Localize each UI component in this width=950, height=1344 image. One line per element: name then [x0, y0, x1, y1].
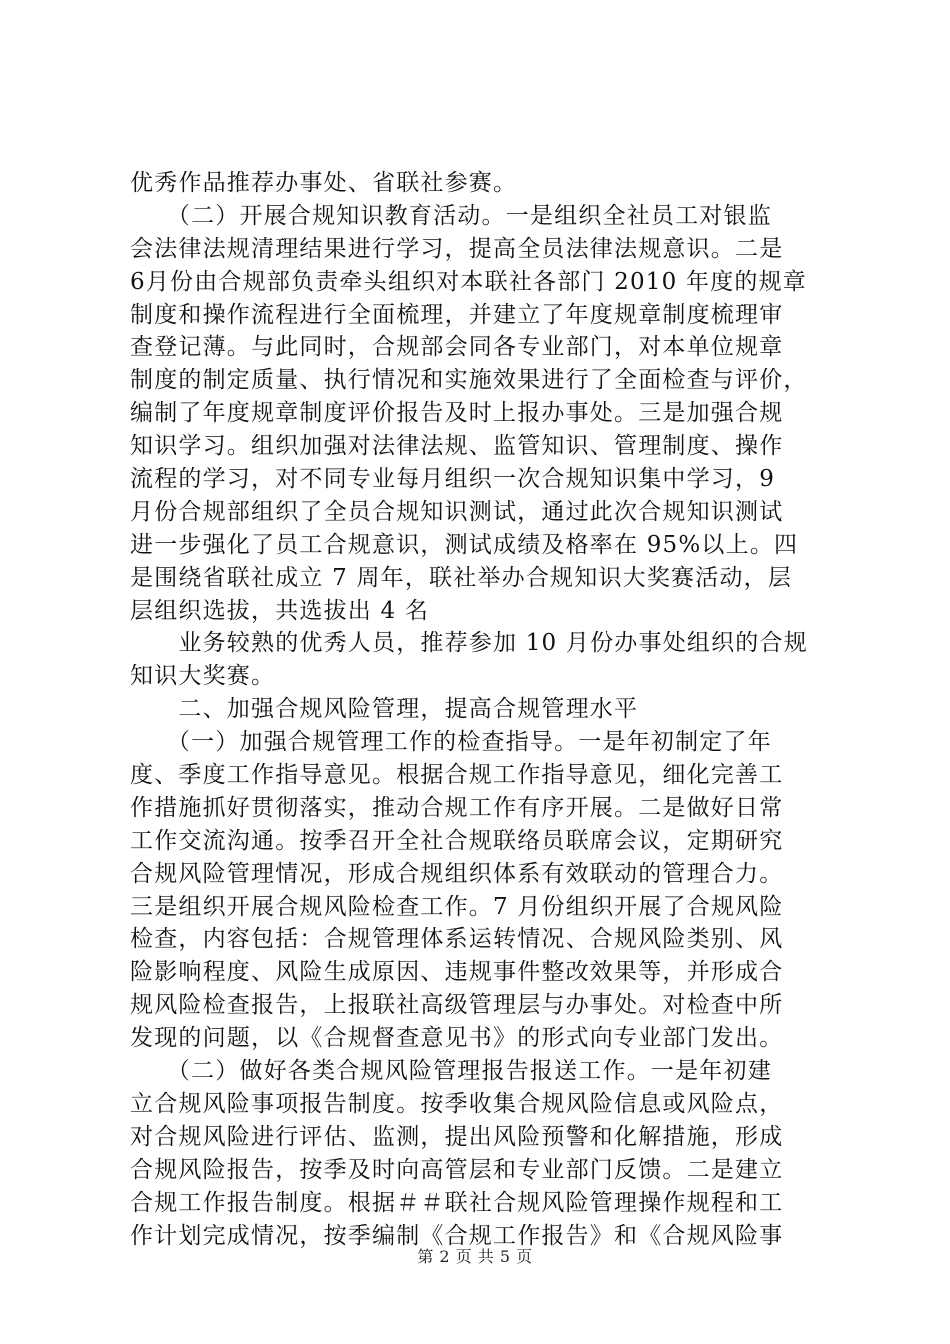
- text-line: 度、季度工作指导意见。根据合规工作指导意见，细化完善工: [130, 762, 784, 789]
- text-line: 制度和操作流程进行全面梳理，并建立了年度规章制度梳理审: [130, 301, 784, 328]
- text-line: （一）加强合规管理工作的检查指导。一是年初制定了年: [130, 729, 772, 756]
- text-line: 险影响程度、风险生成原因、违规事件整改效果等，并形成合: [130, 959, 784, 986]
- text-line: 合规风险报告，按季及时向高管层和专业部门反馈。二是建立: [130, 1156, 784, 1183]
- text-line: 对合规风险进行评估、监测，提出风险预警和化解措施，形成: [130, 1123, 784, 1150]
- text-line: 检查，内容包括：合规管理体系运转情况、合规风险类别、风: [130, 926, 784, 953]
- document-body: [130, 167, 840, 1252]
- text-line: 作措施抓好贯彻落实，推动合规工作有序开展。二是做好日常: [130, 794, 784, 821]
- page-footer: 第 2 页 共 5 页: [417, 1247, 533, 1266]
- text-line: 查登记薄。与此同时，合规部会同各专业部门，对本单位规章: [130, 334, 784, 361]
- text-line: 立合规风险事项报告制度。按季收集合规风险信息或风险点，: [130, 1090, 784, 1117]
- text-line: 月份合规部组织了全员合规知识测试，通过此次合规知识测试: [130, 498, 784, 525]
- text-line: 优秀作品推荐办事处、省联社参赛。: [130, 170, 518, 196]
- text-line: 工作交流沟通。按季召开全社合规联络员联席会议，定期研究: [130, 827, 784, 854]
- text-line: 合规工作报告制度。根据＃＃联社合规风险管理操作规程和工: [130, 1189, 784, 1216]
- text-line: 业务较熟的优秀人员，推荐参加 10 月份办事处组织的合规: [130, 630, 808, 657]
- text-line: 合规风险管理情况，形成合规组织体系有效联动的管理合力。: [130, 860, 784, 887]
- text-line: 层组织选拔，共选拔出 4 名: [130, 597, 430, 624]
- text-line: 流程的学习，对不同专业每月组织一次合规知识集中学习，9: [130, 466, 776, 493]
- text-line: 是围绕省联社成立 7 周年，联社举办合规知识大奖赛活动，层: [130, 564, 793, 591]
- text-line: 三是组织开展合规风险检查工作。7 月份组织开展了合规风险: [130, 893, 784, 920]
- text-line: 发现的问题，以《合规督查意见书》的形式向专业部门发出。: [130, 1025, 784, 1052]
- text-line: 编制了年度规章制度评价报告及时上报办事处。三是加强合规: [130, 400, 784, 427]
- text-line: 进一步强化了员工合规意识，测试成绩及格率在 95%以上。四: [130, 531, 799, 558]
- text-line: 作计划完成情况，按季编制《合规工作报告》和《合规风险事: [130, 1222, 784, 1249]
- text-line: （二）开展合规知识教育活动。一是组织全社员工对银监: [130, 202, 772, 229]
- text-line: 6月份由合规部负责牵头组织对本联社各部门 2010 年度的规章: [130, 268, 807, 295]
- text-line: （二）做好各类合规风险管理报告报送工作。一是年初建: [130, 1058, 772, 1085]
- text-line: 知识大奖赛。: [130, 663, 276, 690]
- text-line: 制度的制定质量、执行情况和实施效果进行了全面检查与评价，: [130, 367, 808, 394]
- text-line: 会法律法规清理结果进行学习，提高全员法律法规意识。二是: [130, 235, 784, 262]
- text-line: 规风险检查报告，上报联社高级管理层与办事处。对检查中所: [130, 992, 784, 1019]
- section-heading: 二、加强合规风险管理，提高合规管理水平: [130, 696, 639, 723]
- text-line: 知识学习。组织加强对法律法规、监管知识、管理制度、操作: [130, 433, 784, 460]
